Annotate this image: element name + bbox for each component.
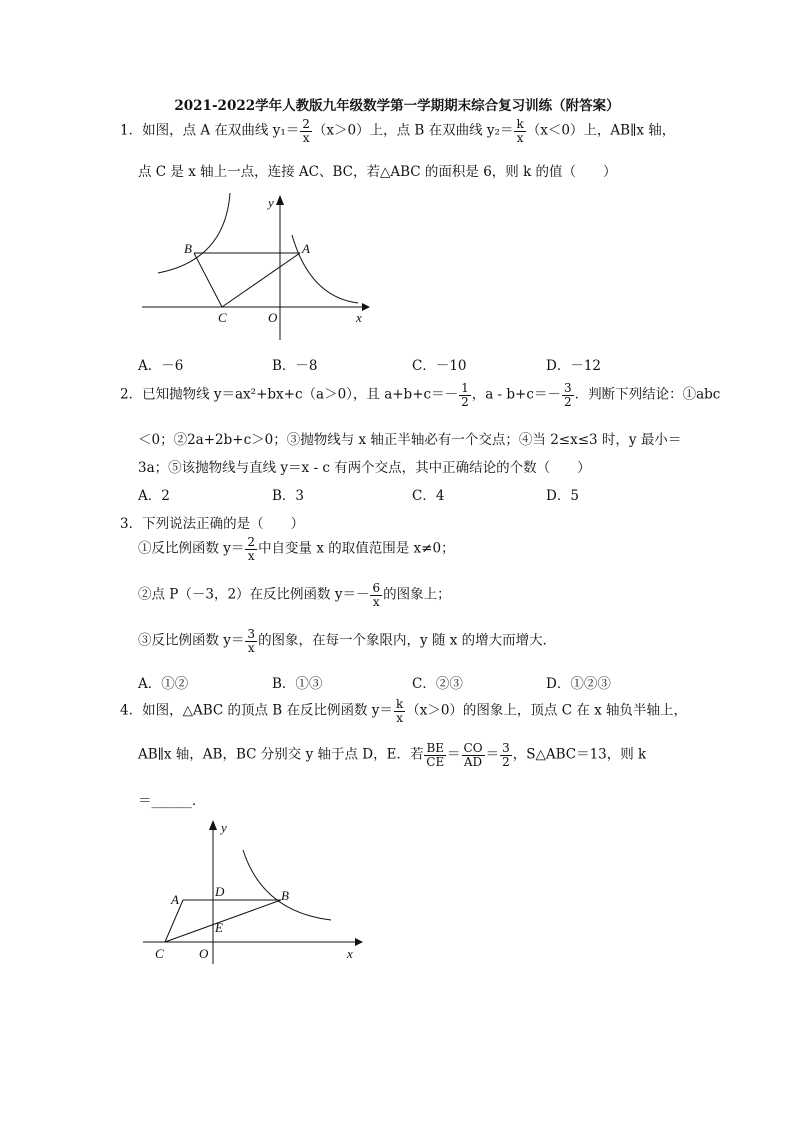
q4-line1 bbox=[120, 698, 687, 724]
q1-x-axis-arrow bbox=[362, 303, 370, 311]
q2-f1-num: 1 bbox=[461, 381, 469, 395]
q3-s1-den: x bbox=[247, 548, 255, 563]
q3-s3-num: 3 bbox=[247, 627, 256, 641]
q4-f1-num: k bbox=[395, 697, 404, 711]
q3-s2-den: x bbox=[372, 594, 380, 609]
q4-equals-2: ＝ bbox=[485, 746, 500, 763]
q4-fraction-1 bbox=[394, 698, 405, 724]
q4-text-b: （x＞0）的图象上，顶点 C 在 x 轴负半轴上， bbox=[406, 702, 688, 719]
q2-line1 bbox=[120, 382, 720, 408]
q1-fraction-2 bbox=[514, 118, 525, 144]
q1-y-axis-arrow bbox=[276, 195, 284, 205]
q1-segment-ac bbox=[222, 253, 300, 307]
q4-label-a: A bbox=[171, 892, 179, 907]
q1-label-c: C bbox=[218, 310, 227, 325]
q3-s2-fraction bbox=[370, 582, 382, 608]
q4-x-axis-arrow bbox=[355, 938, 363, 946]
q3-s1-text-a: ①反比例函数 y＝ bbox=[138, 540, 245, 557]
q3-option-a: A．①② bbox=[138, 676, 189, 692]
q4-y-axis-arrow bbox=[209, 820, 217, 830]
q3-s3-den: x bbox=[247, 640, 255, 655]
q4-equals-1: ＝ bbox=[447, 746, 461, 763]
q4-f2-den: CE bbox=[426, 754, 445, 769]
q1-label-a: A bbox=[302, 241, 310, 256]
q4-f2-num: BE bbox=[426, 741, 445, 755]
q1-text-b: （x＞0）上，点 B 在双曲线 y₂＝ bbox=[312, 122, 514, 139]
q4-line3: ＝______． bbox=[138, 793, 206, 809]
q2-f1-den: 2 bbox=[461, 394, 469, 409]
q4-f3-num: CO bbox=[463, 741, 483, 755]
q1-f2-den: x bbox=[516, 130, 524, 145]
q1-text-a: 1．如图，点 A 在双曲线 y₁＝ bbox=[120, 122, 300, 139]
q1-option-b: B．－8 bbox=[272, 358, 318, 374]
q1-line2: 点 C 是 x 轴上一点，连接 AC、BC，若△ABC 的面积是 6，则 k 的值（ ） bbox=[138, 164, 617, 180]
q2-line2: ＜0；②2a+2b+c＞0；③抛物线与 x 轴正半轴必有一个交点；④当 2≤x≤3 时，y 最小＝ bbox=[138, 432, 682, 448]
q3-s1-fraction bbox=[245, 536, 257, 562]
q4-label-c: C bbox=[155, 946, 164, 961]
q1-curve-left bbox=[158, 193, 230, 273]
q1-f1-num: 2 bbox=[302, 117, 310, 131]
q1-label-b: B bbox=[184, 241, 192, 256]
q3-statement-2 bbox=[138, 582, 451, 608]
q2-text-a: 2．已知抛物线 y＝ax²+bx+c（a＞0），且 a+b+c＝－ bbox=[120, 386, 459, 403]
q4-line2 bbox=[138, 742, 646, 768]
q4-label-b: B bbox=[281, 888, 289, 903]
q4-fraction-4 bbox=[500, 742, 512, 768]
q1-f2-num: k bbox=[516, 117, 524, 131]
q4-label-d: D bbox=[215, 884, 225, 899]
q2-fraction-1 bbox=[459, 382, 471, 408]
q1-label-y: y bbox=[268, 195, 274, 210]
q3-s3-text-a: ③反比例函数 y＝ bbox=[138, 632, 245, 649]
q4-text-d: ，S△ABC＝13，则 k bbox=[512, 746, 647, 763]
q3-option-d: D．①②③ bbox=[546, 676, 611, 692]
q1-segment-bc bbox=[194, 253, 222, 307]
q3-s1-text-b: 中自变量 x 的取值范围是 x≠0； bbox=[258, 540, 455, 557]
q2-option-c: C．4 bbox=[412, 488, 445, 504]
q3-statement-1 bbox=[138, 536, 455, 562]
q4-f1-den: x bbox=[396, 710, 403, 725]
q1-fraction-1 bbox=[300, 118, 312, 144]
q3-option-c: C．②③ bbox=[412, 676, 463, 692]
q4-fraction-3 bbox=[462, 742, 485, 768]
q2-line3: 3a；⑤该抛物线与直线 y＝x - c 有两个交点，其中正确结论的个数（ ） bbox=[138, 460, 591, 476]
q2-f2-den: 2 bbox=[563, 394, 572, 409]
q1-option-a: A．－6 bbox=[138, 358, 184, 374]
q3-s1-num: 2 bbox=[247, 535, 256, 549]
q2-text-b: ，a - b+c＝－ bbox=[471, 386, 561, 403]
q2-text-c: ．判断下列结论：①abc bbox=[574, 386, 721, 403]
q4-text-a: 4．如图，△ABC 的顶点 B 在反比例函数 y＝ bbox=[120, 702, 393, 719]
q4-label-o: O bbox=[199, 946, 209, 961]
q2-option-d: D．5 bbox=[546, 488, 579, 504]
q4-f4-den: 2 bbox=[502, 754, 510, 769]
q4-f4-num: 3 bbox=[502, 741, 510, 755]
q2-option-b: B．3 bbox=[272, 488, 305, 504]
q3-s2-text-a: ②点 P（－3，2）在反比例函数 y＝－ bbox=[138, 586, 370, 603]
q1-f1-den: x bbox=[302, 130, 310, 145]
q1-option-c: C．－10 bbox=[412, 358, 467, 374]
q3-option-b: B．①③ bbox=[272, 676, 323, 692]
q1-label-o: O bbox=[268, 310, 278, 325]
q1-text-c: （x＜0）上，AB∥x 轴， bbox=[526, 122, 676, 139]
q4-label-e: E bbox=[215, 920, 223, 935]
q4-fraction-2 bbox=[424, 742, 446, 768]
q2-f2-num: 3 bbox=[563, 381, 572, 395]
q4-segment-cb bbox=[165, 900, 281, 942]
q1-line1 bbox=[120, 118, 675, 144]
q4-f3-den: AD bbox=[463, 754, 483, 769]
q3-s3-fraction bbox=[245, 628, 257, 654]
q4-label-y: y bbox=[221, 820, 227, 835]
q1-figure bbox=[130, 185, 380, 350]
q4-label-x: x bbox=[347, 946, 353, 961]
q1-option-d: D．－12 bbox=[546, 358, 602, 374]
q2-fraction-2 bbox=[562, 382, 574, 408]
q3-stem: 3．下列说法正确的是（ ） bbox=[120, 516, 305, 532]
q2-option-a: A．2 bbox=[138, 488, 170, 504]
q3-s3-text-b: 的图象，在每一个象限内，y 随 x 的增大而增大． bbox=[258, 632, 557, 649]
q3-s2-text-b: 的图象上； bbox=[383, 586, 451, 603]
q4-text-c: AB∥x 轴，AB，BC 分别交 y 轴于点 D，E．若 bbox=[138, 746, 424, 763]
q4-figure bbox=[135, 812, 365, 972]
q3-statement-3 bbox=[138, 628, 556, 654]
q1-label-x: x bbox=[356, 310, 362, 325]
q3-s2-num: 6 bbox=[372, 581, 381, 595]
page-title: 2021-2022学年人教版九年级数学第一学期期末综合复习训练（附答案） bbox=[174, 98, 620, 114]
